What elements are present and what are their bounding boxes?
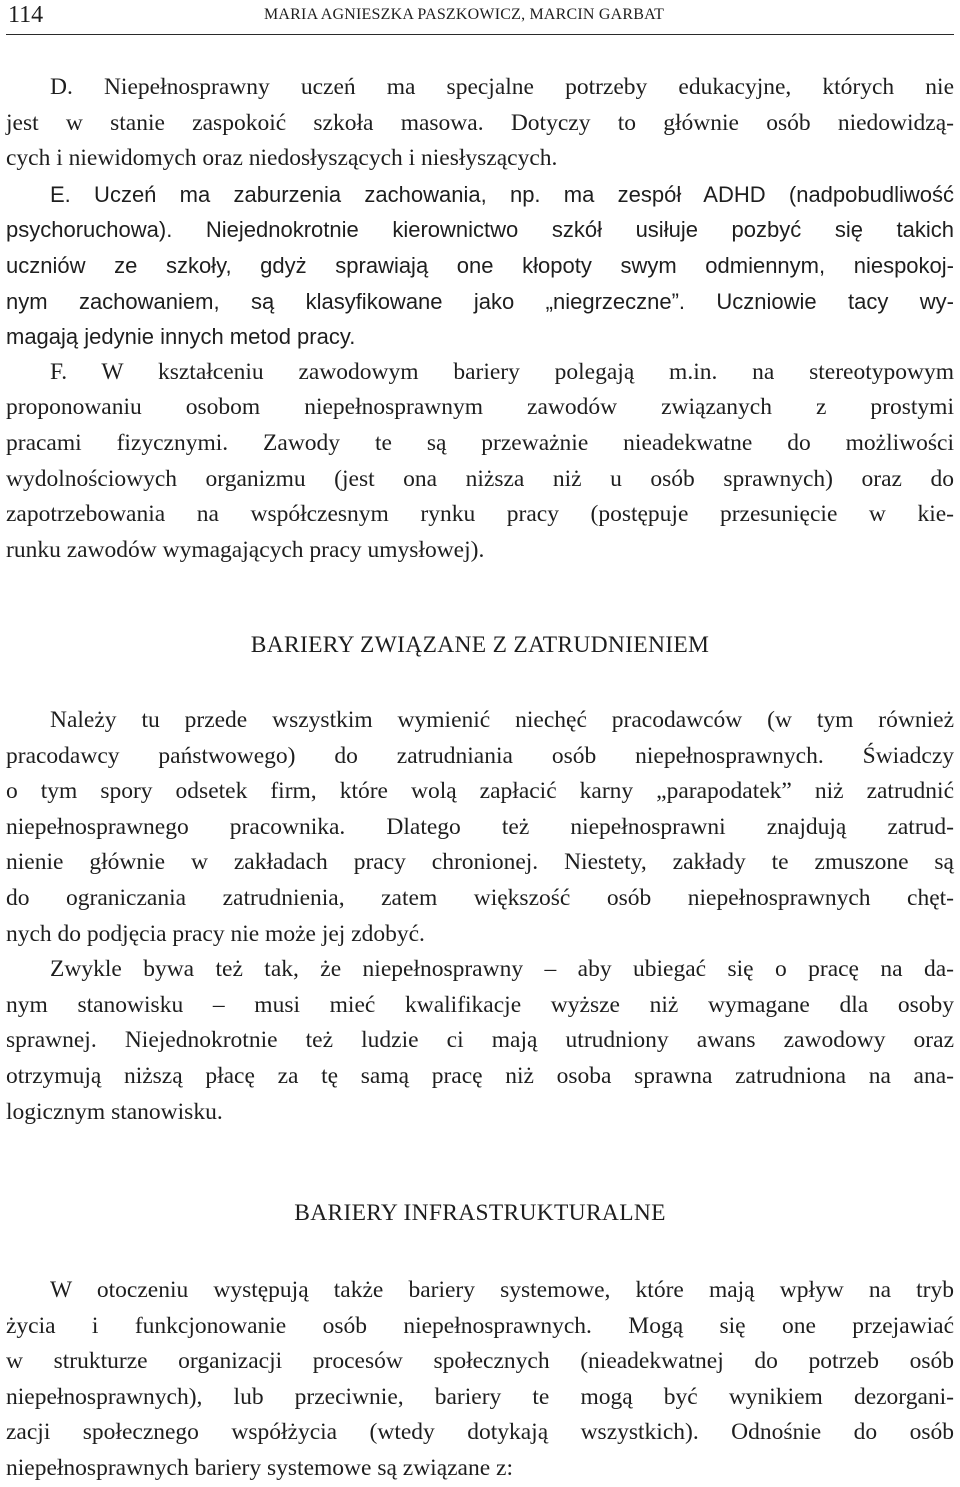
running-head-authors: MARIA AGNIESZKA PASZKOWICZ, MARCIN GARBAT: [264, 6, 665, 23]
text-line: pracami fizycznymi. Zawody te są przeważnie nieadekwatne do możliwości: [6, 429, 954, 456]
text-line: niepełnosprawnego pracownika. Dlatego też niepełnosprawni znajdują zatrud-: [6, 813, 954, 840]
text-line: wydolnościowych organizmu (jest ona niższa niż u osób sprawnych) oraz do: [6, 465, 954, 492]
text-line: nych do podjęcia pracy nie może jej zdobyć.: [6, 920, 425, 947]
section-employment-body: [6, 703, 954, 1130]
text-line: niepełnosprawnych bariery systemowe są związane z:: [6, 1454, 514, 1481]
text-line: nienie głównie w zakładach pracy chronionej. Niestety, zakłady te zmuszone są: [6, 849, 954, 876]
list-item-f: [6, 355, 954, 569]
text-line: otrzymują niższą płacę za tę samą pracę niż osoba sprawna zatrudniona na ana-: [6, 1062, 954, 1089]
section-infrastructure-body: [6, 1273, 954, 1487]
text-line: W otoczeniu występują także bariery systemowe, które mają wpływ na tryb: [50, 1277, 954, 1303]
list-item-e: [6, 177, 954, 355]
text-line: psychoruchowa). Niejednokrotnie kierownictwo szkół usiłuje pozbyć się takich: [6, 217, 954, 243]
text-line: nym zachowaniem, są klasyfikowane jako „niegrzeczne”. Uczniowie tacy wy-: [6, 288, 954, 314]
text-line: niepełnosprawnych), lub przeciwnie, bariery te mogą być wynikiem dezorgani-: [6, 1383, 954, 1410]
paragraph: [6, 703, 954, 952]
text-line: D. Niepełnosprawny uczeń ma specjalne potrzeby edukacyjne, których nie: [50, 74, 954, 100]
list-section: [6, 70, 954, 568]
paragraph: [6, 1273, 954, 1487]
text-line: jest w stanie zaspokoić szkoła masowa. Dotyczy to głównie osób niedowidzą-: [6, 109, 954, 136]
text-line: E. Uczeń ma zaburzenia zachowania, np. ma zespół ADHD (nadpobudliwość: [50, 181, 954, 207]
paragraph: [6, 952, 954, 1130]
text-line: do ograniczania zatrudnienia, zatem większość osób niepełnosprawnych chęt-: [6, 884, 954, 911]
text-line: proponowaniu osobom niepełnosprawnym zawodów związanych z prostymi: [6, 394, 954, 421]
text-line: o tym spory odsetek firm, które wolą zapłacić karny „parapodatek” niż zatrudnić: [6, 778, 954, 805]
text-line: uczniów ze szkoły, gdyż sprawiają one kłopoty swym odmiennym, niespokoj-: [6, 252, 954, 278]
text-line: logicznym stanowisku.: [6, 1098, 223, 1125]
section-heading-employment: BARIERY ZWIĄZANE Z ZATRUDNIENIEM: [250, 632, 710, 658]
page-number: 114: [8, 2, 44, 28]
section-heading-infrastructure: BARIERY INFRASTRUKTURALNE: [294, 1200, 666, 1226]
text-line: F. W kształceniu zawodowym bariery polegają m.in. na stereotypowym: [50, 358, 954, 385]
text-line: nym stanowisku – musi mieć kwalifikacje wyższe niż wymagane dla osoby: [6, 991, 954, 1018]
text-line: sprawnej. Niejednokrotnie też ludzie ci mają utrudniony awans zawodowy oraz: [6, 1027, 954, 1054]
text-line: pracodawcy państwowego) do zatrudniania osób niepełnosprawnych. Świadczy: [6, 742, 954, 769]
text-line: zapotrzebowania na współczesnym rynku pracy (postępuje przesunięcie w kie-: [6, 501, 954, 528]
text-line: Należy tu przede wszystkim wymienić niechęć pracodawców (w tym również: [50, 707, 954, 733]
text-line: cych i niewidomych oraz niedosłyszących i niesłyszących.: [6, 145, 558, 172]
page-header: [6, 0, 954, 35]
text-line: magają jedynie innych metod pracy.: [6, 324, 356, 350]
text-line: w strukturze organizacji procesów społecznych (nieadekwatnej do potrzeb osób: [6, 1348, 954, 1375]
list-item-d: [6, 70, 954, 177]
text-line: życia i funkcjonowanie osób niepełnosprawnych. Mogą się one przejawiać: [6, 1312, 954, 1339]
text-line: runku zawodów wymagających pracy umysłowej).: [6, 536, 485, 563]
text-line: Zwykle bywa też tak, że niepełnosprawny – aby ubiegać się o pracę na da-: [50, 956, 954, 983]
text-line: zacji społecznego współżycia (wtedy dotykają wszystkich). Odnośnie do osób: [6, 1419, 954, 1446]
